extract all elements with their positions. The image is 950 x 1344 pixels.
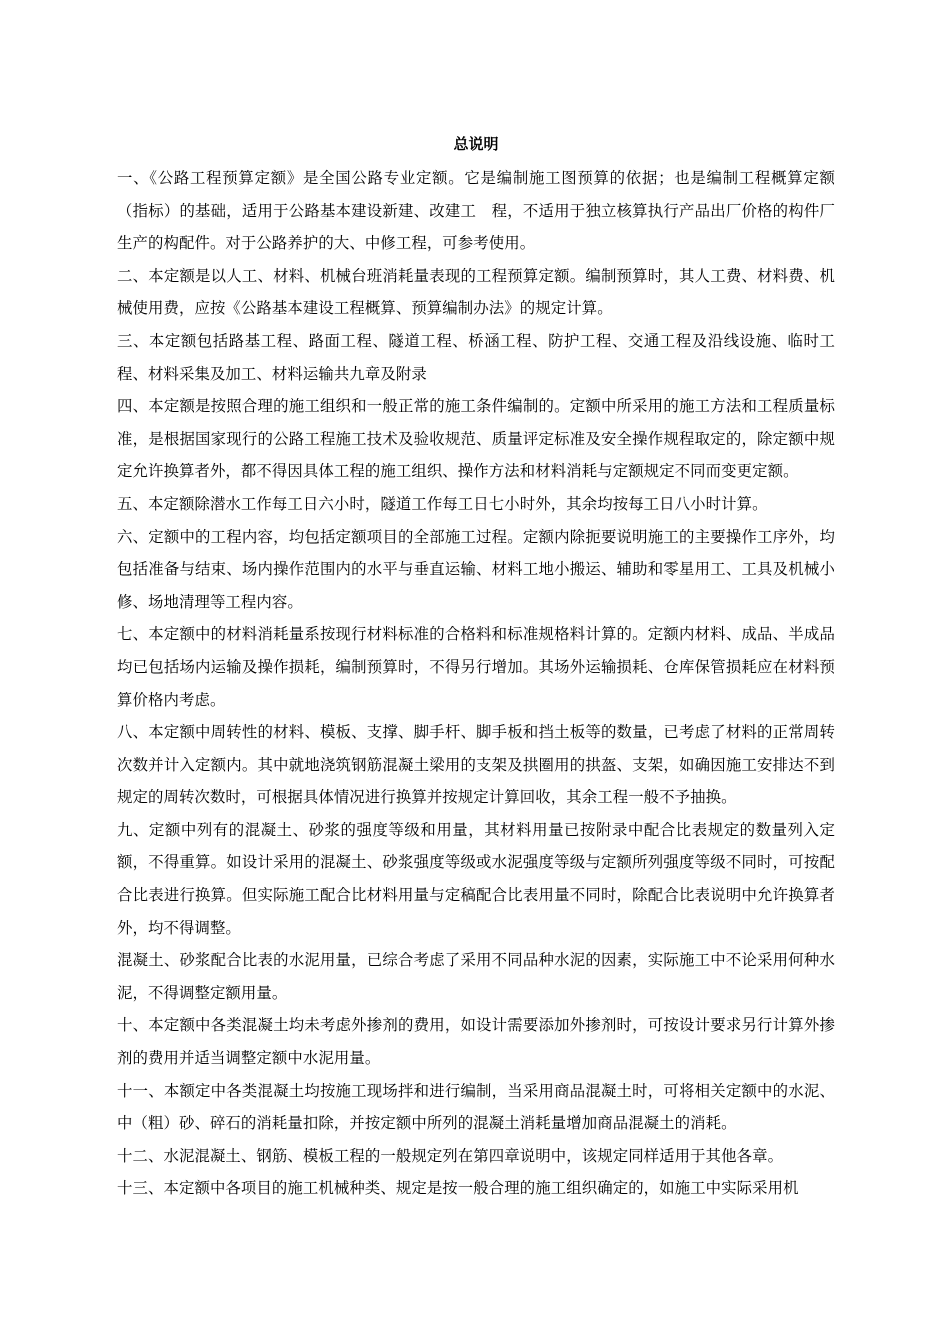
paragraph-9: 九、定额中列有的混凝土、砂浆的强度等级和用量，其材料用量已按附录中配合比表规定的数量列入定额，不得重算。如设计采用的混凝土、砂浆强度等级或水泥强度等级与定额所列强度等级不同时，可按配合比表进行换算。但实际施工配合比材料用量与定稿配合比表用量不同时，除配合比表说明中允许换算者外，均不得调整。 [117,820,835,937]
paragraph-9-note: 混凝土、砂浆配合比表的水泥用量，已综合考虑了采用不同品种水泥的因素，实际施工中不论采用何种水泥，不得调整定额用量。 [117,951,835,1002]
paragraph-4: 四、本定额是按照合理的施工组织和一般正常的施工条件编制的。定额中所采用的施工方法和工程质量标准，是根据国家现行的公路工程施工技术及验收规范、质量评定标准及安全操作规程取定的，除定额中规定允许换算者外，都不得因具体工程的施工组织、操作方法和材料消耗与定额规定不同而变更定额。 [117,397,835,481]
paragraph-3: 三、本定额包括路基工程、路面工程、隧道工程、桥涵工程、防护工程、交通工程及沿线设施、临时工程、材料采集及加工、材料运输共九章及附录 [117,331,835,383]
paragraph-10: 十、本定额中各类混凝土均未考虑外掺剂的费用，如设计需要添加外掺剂时，可按设计要求另行计算外掺剂的费用并适当调整定额中水泥用量。 [117,1016,835,1068]
page-title: 总说明 [453,135,499,153]
paragraph-13: 十三、本定额中各项目的施工机械种类、规定是按一般合理的施工组织确定的，如施工中实际采用机 [117,1179,799,1198]
paragraph-8: 八、本定额中周转性的材料、模板、支撑、脚手杆、脚手板和挡土板等的数量，已考虑了材料的正常周转次数并计入定额内。其中就地浇筑钢筋混凝土梁用的支架及拱圈用的拱盔、支架，如确因施工安排达不到规定的周转次数时，可根据具体情况进行换算并按规定计算回收，其余工程一般不予抽换。 [117,723,835,807]
paragraph-1: 一、《公路工程预算定额》是全国公路专业定额。它是编制施工图预算的依据；也是编制工程概算定额（指标）的基础，适用于公路基本建设新建、改建工 程，不适用于独立核算执行产品出厂价格的构件厂生产的构配件。对于公路养护的大、中修工程，可参考使用。 [117,169,835,253]
paragraph-5: 五、本定额除潜水工作每工日六小时，隧道工作每工日七小时外，其余均按每工日八小时计算。 [117,494,768,513]
document-body [117,162,835,1205]
paragraph-7: 七、本定额中的材料消耗量系按现行材料标准的合格料和标准规格料计算的。定额内材料、成品、半成品均已包括场内运输及操作损耗，编制预算时，不得另行增加。其场外运输损耗、仓库保管损耗应在材料预算价格内考虑。 [117,625,835,709]
paragraph-2: 二、本定额是以人工、材料、机械台班消耗量表现的工程预算定额。编制预算时，其人工费、材料费、机械使用费，应按《公路基本建设工程概算、预算编制办法》的规定计算。 [117,266,835,318]
paragraph-11: 十一、本额定中各类混凝土均按施工现场拌和进行编制，当采用商品混凝土时，可将相关定额中的水泥、中（粗）砂、碎石的消耗量扣除，并按定额中所列的混凝土消耗量增加商品混凝土的消耗。 [117,1081,835,1133]
paragraph-6: 六、定额中的工程内容，均包括定额项目的全部施工过程。定额内除扼要说明施工的主要操作工序外，均包括准备与结束、场内操作范围内的水平与垂直运输、材料工地小搬运、辅助和零星用工、工具及机械小修、场地清理等工程内容。 [117,527,835,611]
paragraph-12: 十二、水泥混凝土、钢筋、模板工程的一般规定列在第四章说明中，该规定同样适用于其他各章。 [117,1146,784,1165]
